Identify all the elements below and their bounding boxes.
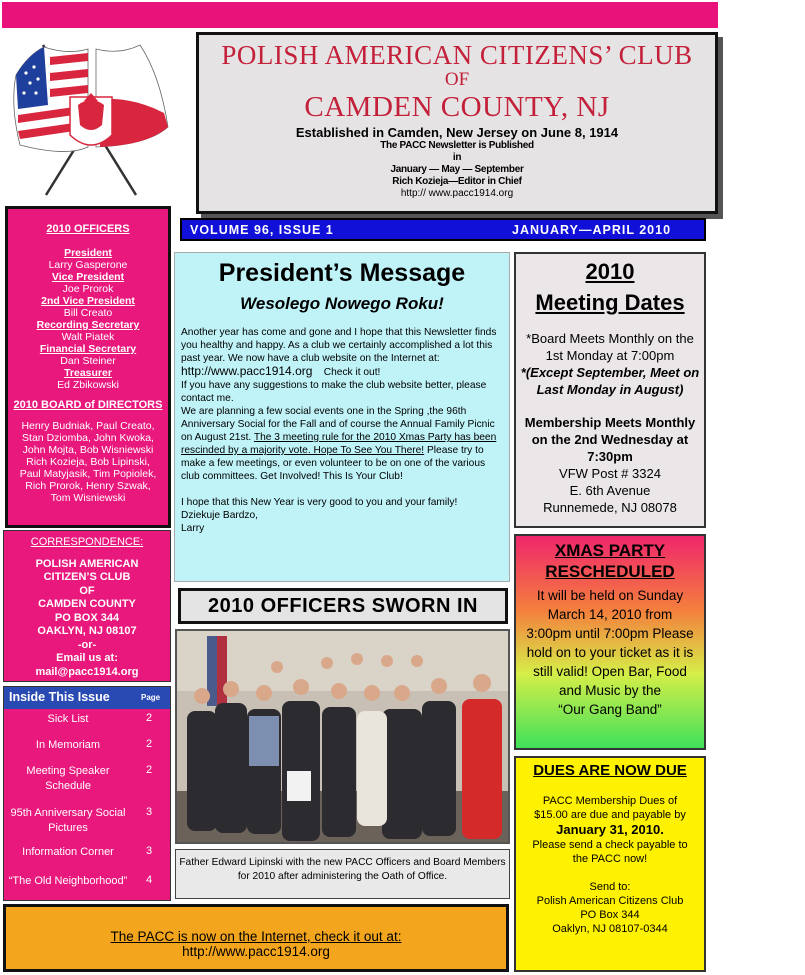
- published-line: The PACC Newsletter is Published: [380, 140, 534, 151]
- meeting-post: VFW Post # 3324: [559, 466, 661, 481]
- check-it-out: Check it out!: [323, 367, 381, 378]
- toc-page: 2: [146, 764, 153, 776]
- photo-caption: Father Edward Lipinski with the new PACC Officers and Board Members for 2010 after administering the Oath of Office.: [175, 849, 510, 899]
- toc-label: 95th Anniversary Social Pictures: [10, 807, 126, 834]
- president-para: I hope that this New Year is very good to you and your family!: [181, 497, 458, 508]
- officer-name: Bill Creato: [63, 307, 113, 319]
- president-para: If you have any suggestions to make the club website better, please contact me.: [181, 380, 487, 404]
- address-line: OAKLYN, NJ 08107: [37, 625, 137, 637]
- officer-name: Dan Steiner: [60, 355, 116, 367]
- published-months: January — May — September: [390, 164, 524, 175]
- dues-panel: [514, 756, 706, 972]
- officer-role: President: [64, 247, 112, 259]
- address-line: CITIZEN’S CLUB: [43, 571, 131, 583]
- editor-line: Rich Kozieja—Editor in Chief: [392, 176, 522, 187]
- dues-send-line: Please send a check payable to the PACC now!: [532, 839, 688, 865]
- masthead: [196, 32, 718, 214]
- officer-entry: [8, 247, 168, 271]
- address-line: CAMDEN COUNTY: [38, 598, 136, 610]
- president-subheading: Wesolego Nowego Roku!: [240, 294, 444, 313]
- band-name: “Our Gang Band”: [558, 702, 662, 717]
- signoff: Dziekuje Bardzo,: [181, 510, 259, 521]
- volume-issue: VOLUME 96, ISSUE 1: [190, 223, 334, 237]
- officers-panel: [5, 206, 171, 528]
- board-meeting-line: *Board Meets Monthly on the 1st Monday at 7:00pm: [526, 331, 694, 363]
- inside-this-issue: [3, 686, 171, 901]
- dues-heading: DUES ARE NOW DUE: [533, 762, 687, 779]
- toc-page: 2: [146, 738, 153, 750]
- address-line: Email us at:: [56, 652, 118, 664]
- meeting-year: 2010: [585, 259, 635, 284]
- email-link[interactable]: mail@pacc1914.org: [35, 665, 139, 678]
- xmas-party-panel: [514, 534, 706, 750]
- masthead-url[interactable]: http:// www.pacc1914.org: [400, 188, 514, 199]
- president-para: Another year has come and gone and I hope that this Newsletter finds you healthy and happy. As a club we certainly accomplished a lot this past year. We now have a club website on the Internet at:: [181, 327, 497, 364]
- officers-heading: 2010 OFFICERS: [46, 223, 130, 235]
- rescheduled-heading: RESCHEDULED: [545, 562, 675, 581]
- toc-label: Sick List: [47, 713, 89, 725]
- president-heading: President’s Message: [218, 259, 466, 287]
- internet-url[interactable]: http://www.pacc1914.org: [182, 944, 330, 959]
- top-color-bar: [2, 2, 718, 28]
- events-text: We are planning a few social events one in the Spring ,the 96th Anniversary Social for the Fall and of course the Annual Family Picnic on August 21st.: [181, 406, 495, 443]
- officer-name: Joe Prorok: [62, 283, 114, 295]
- toc-page: 4: [146, 874, 153, 886]
- meeting-body: [516, 330, 704, 516]
- address-line: -or-: [77, 638, 97, 651]
- club-county: CAMDEN COUNTY, NJ: [304, 91, 610, 123]
- officer-role: 2nd Vice President: [41, 295, 135, 307]
- dues-address-1: Polish American Citizens Club: [536, 895, 684, 907]
- officer-entry: [8, 367, 168, 391]
- established-line: Established in Camden, New Jersey on June 8, 1914: [295, 125, 619, 140]
- inside-header: [4, 687, 170, 709]
- officer-role: Vice President: [51, 271, 125, 283]
- address-line: OF: [79, 584, 95, 597]
- xmas-body: It will be held on Sunday March 14, 2010 from 3:00pm until 7:00pm Please hold on to your ticket as it is still valid! Open Bar, Food and Music by the: [526, 588, 694, 698]
- meeting-city: Runnemede, NJ 08078: [543, 500, 677, 515]
- address-line: POLISH AMERICAN: [35, 557, 139, 570]
- correspondence-heading: CORRESPONDENCE:: [30, 536, 144, 548]
- officer-role: Financial Secretary: [39, 343, 137, 355]
- address-line: PO BOX 344: [54, 611, 120, 624]
- officer-role: Recording Secretary: [36, 319, 140, 331]
- president-body: [175, 326, 509, 535]
- officer-entry: [8, 271, 168, 295]
- club-title-of: OF: [444, 69, 470, 90]
- website-url[interactable]: http://www.pacc1914.org: [181, 364, 313, 378]
- presidents-message: [174, 252, 510, 582]
- signature: Larry: [181, 523, 205, 534]
- meeting-heading: Meeting Dates: [535, 290, 685, 315]
- inside-heading: Inside This Issue: [9, 690, 110, 704]
- toc-page: 3: [146, 845, 153, 857]
- officer-role: Treasurer: [64, 367, 112, 379]
- xmas-heading: XMAS PARTY: [554, 541, 666, 560]
- officer-entry: [8, 295, 168, 319]
- club-title: POLISH AMERICAN CITIZENS’ CLUB: [221, 40, 693, 70]
- dues-line: PACC Membership Dues of $15.00 are due and payable by: [534, 795, 686, 821]
- toc-page: 3: [146, 806, 153, 818]
- sworn-in-heading: 2010 OFFICERS SWORN IN: [178, 588, 508, 624]
- flags-eagle-logo: [8, 35, 176, 205]
- internet-banner: [3, 904, 509, 972]
- officer-name: Walt Piatek: [61, 331, 115, 343]
- toc-label: In Memoriam: [35, 739, 101, 751]
- meeting-dates-panel: [514, 252, 706, 528]
- toc-page: 2: [146, 712, 153, 724]
- toc-label: Information Corner: [22, 846, 114, 858]
- volume-bar: [180, 218, 706, 241]
- toc-label: Meeting Speaker Schedule: [26, 765, 110, 792]
- dues-deadline: January 31, 2010.: [556, 822, 664, 837]
- officer-name: Ed Zbikowski: [57, 379, 119, 391]
- send-to: Send to:: [589, 881, 631, 893]
- dues-address-3: Oaklyn, NJ 08107-0344: [552, 923, 668, 935]
- page-column-label: Page: [141, 693, 161, 702]
- board-heading: 2010 BOARD of DIRECTORS: [13, 399, 163, 411]
- president-para-3: [181, 405, 503, 483]
- involve-text: Please try to make a few meetings, or even volunteer to be on one of the various club committees. Get Involved! This Is Your Club!: [181, 445, 486, 482]
- exception-line: *(Except September, Meet on Last Monday in August): [520, 365, 700, 397]
- membership-meeting-line: Membership Meets Monthly on the 2nd Wednesday at 7:30pm: [524, 415, 696, 464]
- dues-address-2: PO Box 344: [580, 909, 640, 921]
- officer-name: Larry Gasperone: [48, 259, 128, 271]
- toc-label: “The Old Neighborhood”: [8, 875, 128, 887]
- correspondence-panel: [3, 530, 171, 682]
- officers-group-photo: [175, 629, 510, 844]
- internet-line: The PACC is now on the Internet, check it out at:: [110, 929, 402, 944]
- meeting-street: E. 6th Avenue: [569, 483, 651, 498]
- published-in: in: [452, 152, 462, 163]
- board-members: Henry Budniak, Paul Creato, Stan Dziomba, John Kwoka, John Mojta, Bob Wisniewski Rich Kozieja, Bob Lipinski, Paul Matyjasik, Tim Popiolek, Rich Prorok, Henry Szwak, Tom Wisniewski: [19, 420, 157, 504]
- xmas-rule-text: The 3 meeting rule for the 2010 Xmas Party has been rescinded by a majority vote. Hope To See You There!: [181, 432, 497, 456]
- website-line: [181, 365, 503, 379]
- officer-entry: [8, 343, 168, 367]
- issue-date: JANUARY—APRIL 2010: [512, 223, 672, 237]
- officer-entry: [8, 319, 168, 343]
